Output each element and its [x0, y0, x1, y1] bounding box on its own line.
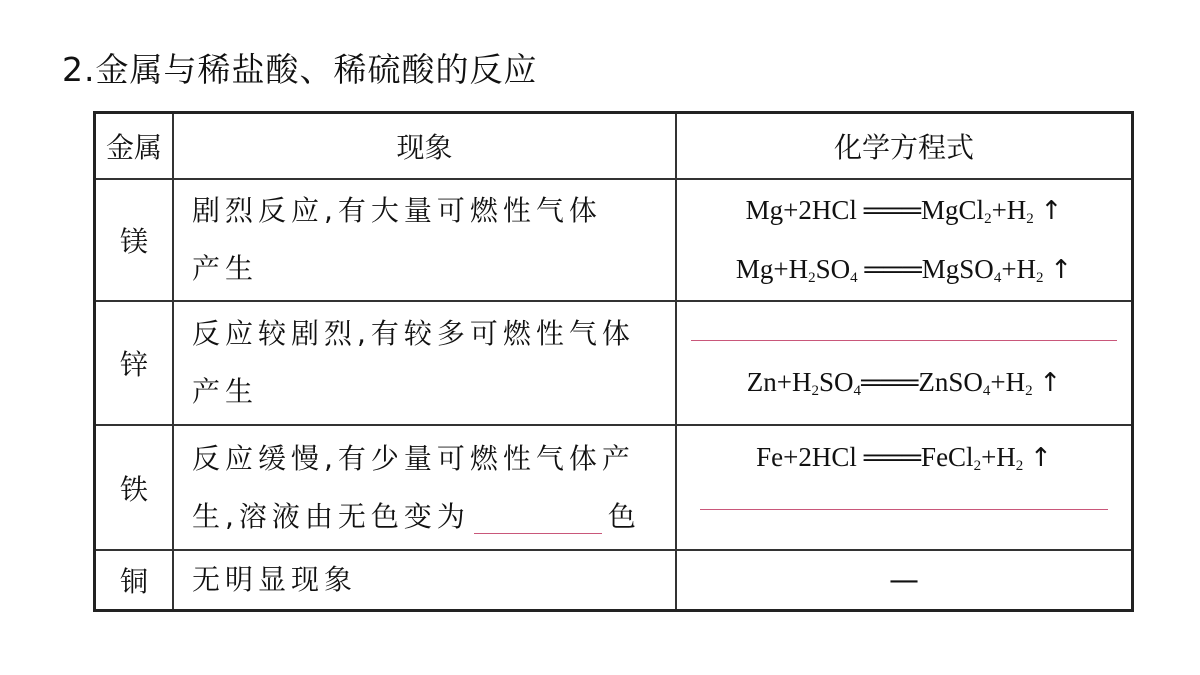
section-title: 2.金属与稀盐酸、稀硫酸的反应 [62, 50, 538, 89]
phenomenon-line: 产生 [192, 375, 259, 408]
phenomenon-line: 反应较剧烈,有较多可燃性气体 [192, 317, 635, 350]
arrow-up-icon: ↑ [1050, 255, 1073, 285]
phenomenon-cell [173, 301, 676, 425]
arrow-up-icon: ↑ [1030, 443, 1052, 473]
metal-cell: 铁 [95, 425, 174, 550]
chemical-equation: $Mg+H_2SO_4$ $═══MgSO_4+H_2$ ↑ [735, 254, 1073, 286]
header-metal: 金属 [95, 113, 174, 180]
table-row [95, 179, 1133, 301]
table-row [95, 301, 1133, 425]
phenomenon-line: 反应缓慢,有少量可燃性气体产 [192, 441, 635, 475]
no-reaction-dash: — [889, 562, 919, 598]
color-answer-blank[interactable] [474, 533, 602, 534]
phenomenon-cell [173, 425, 676, 550]
arrow-up-icon: ↑ [1040, 196, 1063, 226]
table-header-row [95, 113, 1133, 180]
metal-cell: 铜 [95, 550, 174, 611]
phenomenon-cell [173, 550, 676, 611]
equation-cell [676, 550, 1133, 611]
table-row [95, 550, 1133, 611]
phenomenon-line: 产生 [192, 252, 259, 285]
reaction-table [93, 111, 1134, 612]
phenomenon-line: 无明显现象 [192, 563, 358, 596]
equation-cell [676, 425, 1133, 550]
answer-blank[interactable] [700, 509, 1108, 510]
table-row [95, 425, 1133, 550]
phenomenon-line: 剧烈反应,有大量可燃性气体 [192, 194, 602, 227]
chemical-equation: Mg+2HCl $═══MgCl_2+H_2$ ↑ [745, 195, 1063, 227]
metal-cell: 锌 [95, 301, 174, 425]
header-equation: 化学方程式 [676, 113, 1133, 180]
arrow-up-icon: ↑ [1039, 368, 1062, 398]
phenomenon-line: 生,溶液由无色变为 色 [192, 499, 641, 533]
chemical-equation: Fe+2HCl $═══FeCl_2+H_2$ ↑ [756, 442, 1052, 474]
header-phenomenon: 现象 [173, 113, 676, 180]
phenomenon-cell [173, 179, 676, 301]
metal-cell: 镁 [95, 179, 174, 301]
answer-blank[interactable] [691, 340, 1117, 341]
equation-cell [676, 179, 1133, 301]
equation-cell [676, 301, 1133, 425]
chemical-equation: $Zn+H_2SO_4═══ZnSO_4+H_2$ ↑ [746, 367, 1062, 399]
